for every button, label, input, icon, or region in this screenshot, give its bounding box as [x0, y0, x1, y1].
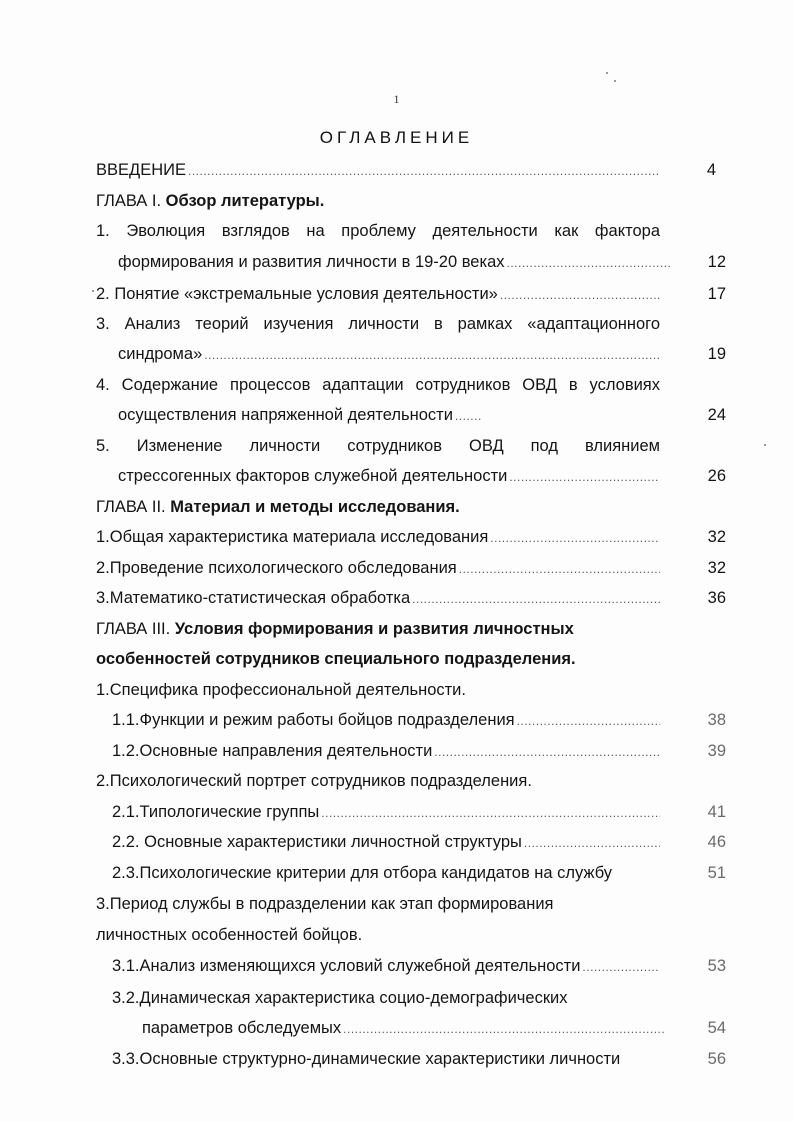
- toc-page-number: 26: [707, 467, 726, 485]
- toc-entry-1-5-line2: [118, 466, 660, 487]
- toc-entry-1-2: [96, 284, 660, 305]
- leader-dots: [188, 161, 660, 181]
- toc-page-number: 17: [707, 285, 726, 303]
- chapter-title: Условия формирования и развития личностных: [174, 620, 574, 638]
- chapter-prefix: ГЛАВА III.: [96, 620, 175, 638]
- toc-entry-2-3: [96, 588, 660, 609]
- toc-entry-3-3-line2: личностных особенностей бойцов.: [96, 926, 363, 944]
- chapter-heading-3-line1: [96, 619, 574, 639]
- toc-entry-text: 1.2.Основные направления деятельности: [112, 742, 433, 760]
- toc-entry-intro: [96, 160, 660, 181]
- chapter-prefix: ГЛАВА I.: [96, 192, 166, 210]
- toc-entry-3-1: 1.Специфика профессиональной деятельности.: [96, 681, 466, 699]
- toc-page-number: 56: [707, 1050, 726, 1068]
- toc-entry-text: 3.1.Анализ изменяющихся условий служебной деятельности: [112, 957, 581, 975]
- leader-dots: [459, 559, 660, 579]
- toc-entry-1-1-line2: [118, 252, 672, 273]
- toc-page-number: 12: [707, 253, 726, 271]
- scan-speck: [614, 80, 616, 82]
- scan-speck: [92, 290, 94, 292]
- toc-entry-2-1: [96, 527, 660, 548]
- leader-dots: [500, 285, 660, 305]
- toc-entry-2-2: [96, 558, 660, 579]
- chapter-title: Материал и методы исследования.: [170, 498, 460, 516]
- leader-dots: [434, 742, 660, 762]
- toc-page-number: 53: [707, 957, 726, 975]
- leader-dots: [509, 467, 660, 487]
- toc-entry-text: стрессогенных факторов служебной деятельности: [118, 467, 508, 485]
- toc-entry-text: формирования и развития личности в 19-20 веках: [118, 253, 505, 271]
- chapter-prefix: ГЛАВА II.: [96, 498, 171, 516]
- chapter-heading-2: [96, 497, 460, 517]
- toc-title: ОГЛАВЛЕНИЕ: [319, 128, 474, 147]
- toc-entry-1-3-line1: 3. Анализ теорий изучения личности в рамках «адаптационного: [96, 315, 660, 333]
- leader-dots: [455, 406, 482, 426]
- leader-dots: [517, 711, 660, 731]
- toc-entry-text: 3.Математико-статистическая обработка: [96, 589, 411, 607]
- leader-dots: [490, 528, 660, 548]
- leader-dots: [321, 803, 660, 823]
- toc-entry-3-2: 2.Психологический портрет сотрудников подразделения.: [96, 772, 532, 790]
- toc-entry-3-3-2-line1: 3.2.Динамическая характеристика социо-демографических: [112, 989, 568, 1007]
- toc-entry-text: параметров обследуемых: [142, 1019, 342, 1037]
- leader-dots: [204, 345, 660, 365]
- toc-entry-text: осуществления напряженной деятельности: [118, 406, 453, 424]
- toc-page-number: 41: [707, 803, 726, 821]
- toc-entry-1-4-line1: 4. Содержание процессов адаптации сотрудников ОВД в условиях: [96, 376, 660, 394]
- page-number: 1: [393, 92, 400, 106]
- toc-entry-text: ВВЕДЕНИЕ: [96, 161, 186, 179]
- toc-entry-3-2-1: [112, 802, 660, 823]
- toc-entry-3-3-2-line2: [142, 1018, 666, 1039]
- toc-page-number: 38: [707, 711, 726, 729]
- toc-entry-3-1-1: [112, 710, 660, 731]
- toc-page-number: 36: [707, 589, 726, 607]
- toc-entry-1-4-line2: [118, 405, 482, 426]
- toc-page-number: 24: [707, 406, 726, 424]
- toc-page-number: 46: [707, 833, 726, 851]
- toc-entry-text: 2. Понятие «экстремальные условия деятельности»: [96, 285, 498, 303]
- leader-dots: [582, 957, 660, 977]
- leader-dots: [524, 833, 660, 853]
- leader-dots: [507, 253, 673, 273]
- toc-page-number: 4: [706, 161, 716, 179]
- toc-entry-text: 2.Проведение психологического обследования: [96, 559, 457, 577]
- toc-entry-3-2-3: 2.3.Психологические критерии для отбора кандидатов на службу: [112, 864, 613, 882]
- toc-entry-1-5-line1: 5. Изменение личности сотрудников ОВД под влиянием: [96, 437, 660, 455]
- toc-entry-1-3-line2: [118, 344, 660, 365]
- toc-entry-3-3-1: [112, 956, 660, 977]
- toc-entry-text: синдрома»: [118, 345, 203, 363]
- toc-entry-text: 1.Общая характеристика материала исследования: [96, 528, 489, 546]
- toc-page-number: 51: [707, 864, 726, 882]
- toc-page-number: 39: [707, 742, 726, 760]
- toc-entry-3-1-2: [112, 741, 660, 762]
- toc-entry-3-3-line1: 3.Период службы в подразделении как этап формирования: [96, 895, 554, 913]
- toc-page-number: 19: [707, 345, 726, 363]
- leader-dots: [412, 589, 660, 609]
- toc-entry-3-2-2: [112, 832, 660, 853]
- toc-entry-text: 2.1.Типологические группы: [112, 803, 320, 821]
- chapter-title: Обзор литературы.: [165, 192, 325, 210]
- scan-speck: [764, 444, 766, 446]
- toc-page-number: 32: [707, 559, 726, 577]
- toc-entry-text: 2.2. Основные характеристики личностной структуры: [112, 833, 522, 851]
- toc-page-number: 54: [707, 1019, 726, 1037]
- leader-dots: [343, 1019, 666, 1039]
- toc-entry-3-3-3: 3.3.Основные структурно-динамические характеристики личности: [112, 1050, 621, 1068]
- chapter-heading-1: [96, 191, 324, 211]
- chapter-title: особенностей сотрудников специального подразделения.: [96, 650, 576, 668]
- chapter-heading-3-line2: [96, 649, 576, 669]
- scan-speck: [606, 72, 608, 74]
- toc-entry-text: 1.1.Функции и режим работы бойцов подразделения: [112, 711, 515, 729]
- toc-entry-1-1-line1: 1. Эволюция взглядов на проблему деятельности как фактора: [96, 222, 660, 240]
- toc-page-number: 32: [707, 528, 726, 546]
